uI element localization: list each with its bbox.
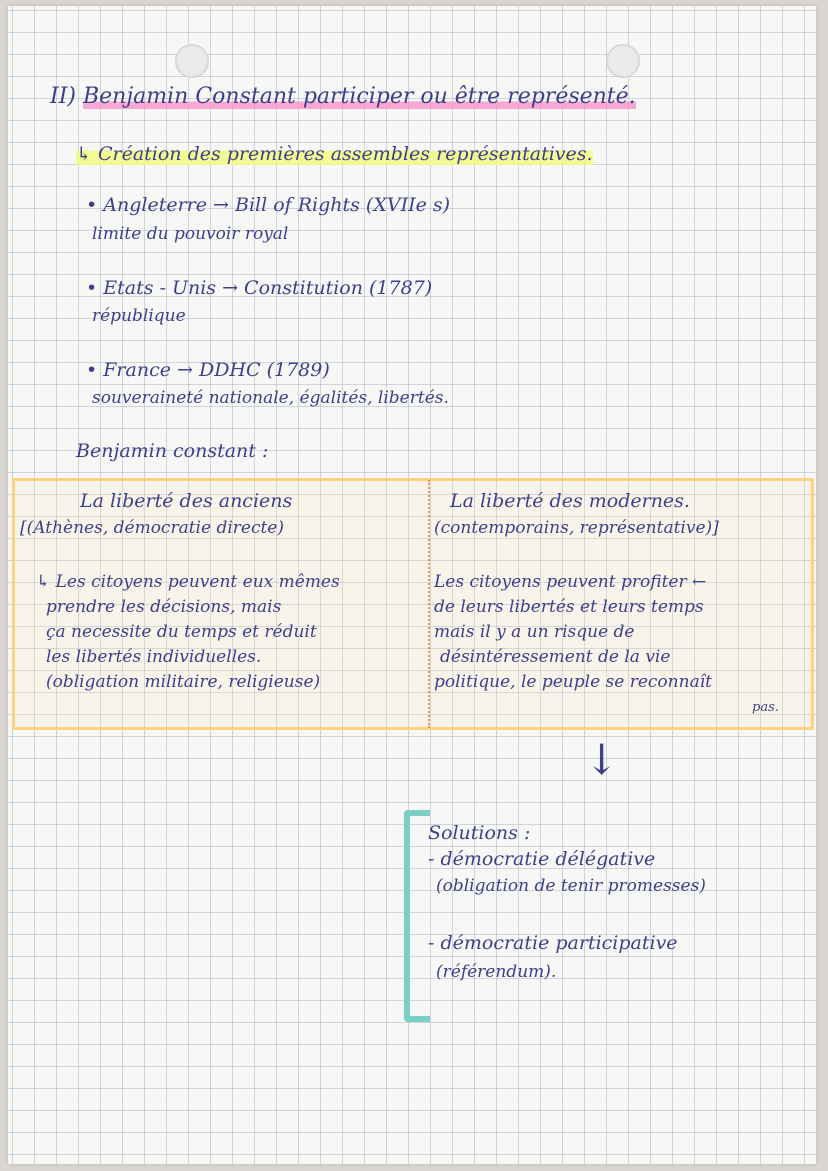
table-right-line: Les citoyens peuvent profiter ← — [434, 572, 707, 592]
section-numeral: II) — [50, 84, 76, 109]
table-right-subheading: (contemporains, représentative)] — [434, 518, 719, 538]
table-divider — [428, 480, 430, 728]
table-left-line: prendre les décisions, mais — [46, 597, 282, 617]
solution-item: - démocratie délégative — [428, 848, 656, 870]
constant-label: Benjamin constant : — [76, 440, 269, 462]
section-title-text: Benjamin Constant participer ou être représenté. — [82, 84, 636, 109]
table-left-line: ↳ Les citoyens peuvent eux mêmes — [36, 572, 340, 592]
table-left-line: (obligation militaire, religieuse) — [46, 672, 321, 692]
binder-hole-right — [606, 44, 640, 78]
section-title — [50, 84, 636, 109]
table-right-line: désintéressement de la vie — [440, 647, 671, 667]
table-left-subheading: [(Athènes, démocratie directe) — [20, 518, 284, 538]
country-france-line2: souveraineté nationale, égalités, libertés. — [92, 388, 449, 408]
country-usa-line2: république — [92, 306, 186, 326]
binder-hole-left — [175, 44, 209, 78]
table-right-heading: La liberté des modernes. — [450, 490, 690, 512]
table-right-line: mais il y a un risque de — [434, 622, 635, 642]
table-right-line: de leurs libertés et leurs temps — [434, 597, 704, 617]
country-france-line1: • France → DDHC (1789) — [86, 359, 330, 381]
table-left-heading: La liberté des anciens — [80, 490, 293, 512]
country-usa-line1: • Etats - Unis → Constitution (1787) — [86, 277, 433, 299]
table-left-line: les libertés individuelles. — [46, 647, 262, 667]
table-right-line: politique, le peuple se reconnaît — [434, 672, 712, 692]
table-right-line: pas. — [752, 700, 779, 715]
solution-item: (référendum). — [436, 962, 557, 982]
country-england-line2: limite du pouvoir royal — [92, 224, 289, 244]
country-england-line1: • Angleterre → Bill of Rights (XVIIe s) — [86, 194, 451, 216]
solutions-label: Solutions : — [428, 822, 531, 844]
subtitle: ↳ Création des premières assembles représentatives. — [76, 143, 593, 165]
solution-item: - démocratie participative — [428, 932, 678, 954]
solution-item: (obligation de tenir promesses) — [436, 876, 706, 896]
down-arrow-icon: ↓ — [584, 735, 620, 784]
solutions-bracket — [404, 810, 430, 1022]
table-left-line: ça necessite du temps et réduit — [46, 622, 317, 642]
